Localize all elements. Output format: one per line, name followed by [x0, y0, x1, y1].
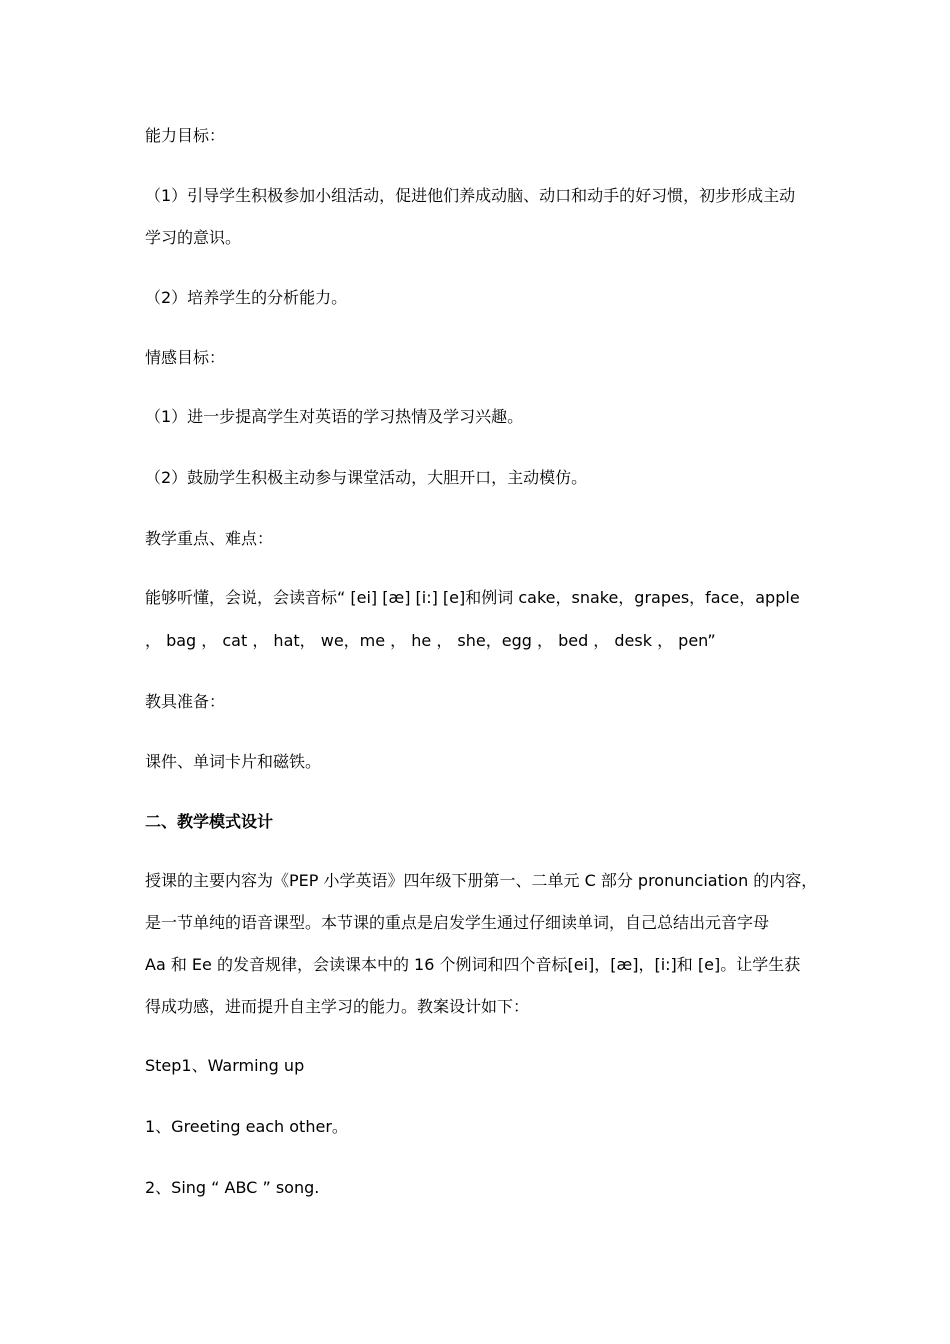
ability-goal-1-line-1: （1）引导学生积极参加小组活动，促进他们养成动脑、动口和动手的好习惯，初步形成主动	[145, 186, 796, 205]
ability-goal-1-line-2: 学习的意识。	[145, 228, 242, 247]
teaching-aids: 课件、单词卡片和磁铁。	[145, 752, 322, 771]
teaching-mode-line-1: 授课的主要内容为《PEP 小学英语》四年级下册第一、二单元 C 部分 pronunciation 的内容，	[145, 871, 818, 890]
teaching-mode-line-3: Aa 和 Ee 的发音规律，会读课本中的 16 个例词和四个音标[ei]，[æ]，[i:]和 [e]。让学生获	[145, 955, 801, 974]
teaching-mode-line-2: 是一节单纯的语音课型。本节课的重点是启发学生通过仔细读单词，自己总结出元音字母	[145, 913, 770, 932]
heading-teaching-aids: 教具准备：	[145, 692, 226, 711]
heading-ability-goals: 能力目标：	[145, 126, 226, 145]
key-points-line-2: ， bag ， cat ， hat， we，me ， he ， she，egg ， bed ， desk ， pen”	[145, 631, 716, 650]
step-1-item-2: 2、Sing “ ABC ” song.	[145, 1178, 320, 1197]
emotion-goal-1: （1）进一步提高学生对英语的学习热情及学习兴趣。	[145, 407, 524, 426]
heading-emotion-goals: 情感目标：	[145, 348, 226, 367]
heading-key-points: 教学重点、难点：	[145, 529, 274, 548]
section-heading-teaching-mode: 二、教学模式设计	[145, 812, 274, 831]
ability-goal-2: （2）培养学生的分析能力。	[145, 288, 348, 307]
emotion-goal-2: （2）鼓励学生积极主动参与课堂活动，大胆开口，主动模仿。	[145, 468, 588, 487]
key-points-line-1: 能够听懂，会说，会读音标“ [ei] [æ] [i:] [e]和例词 cake，snake，grapes，face，apple	[145, 588, 800, 607]
step-1-item-1: 1、Greeting each other。	[145, 1117, 348, 1136]
step-1-heading: Step1、Warming up	[145, 1056, 305, 1075]
teaching-mode-line-4: 得成功感，进而提升自主学习的能力。教案设计如下：	[145, 997, 530, 1016]
